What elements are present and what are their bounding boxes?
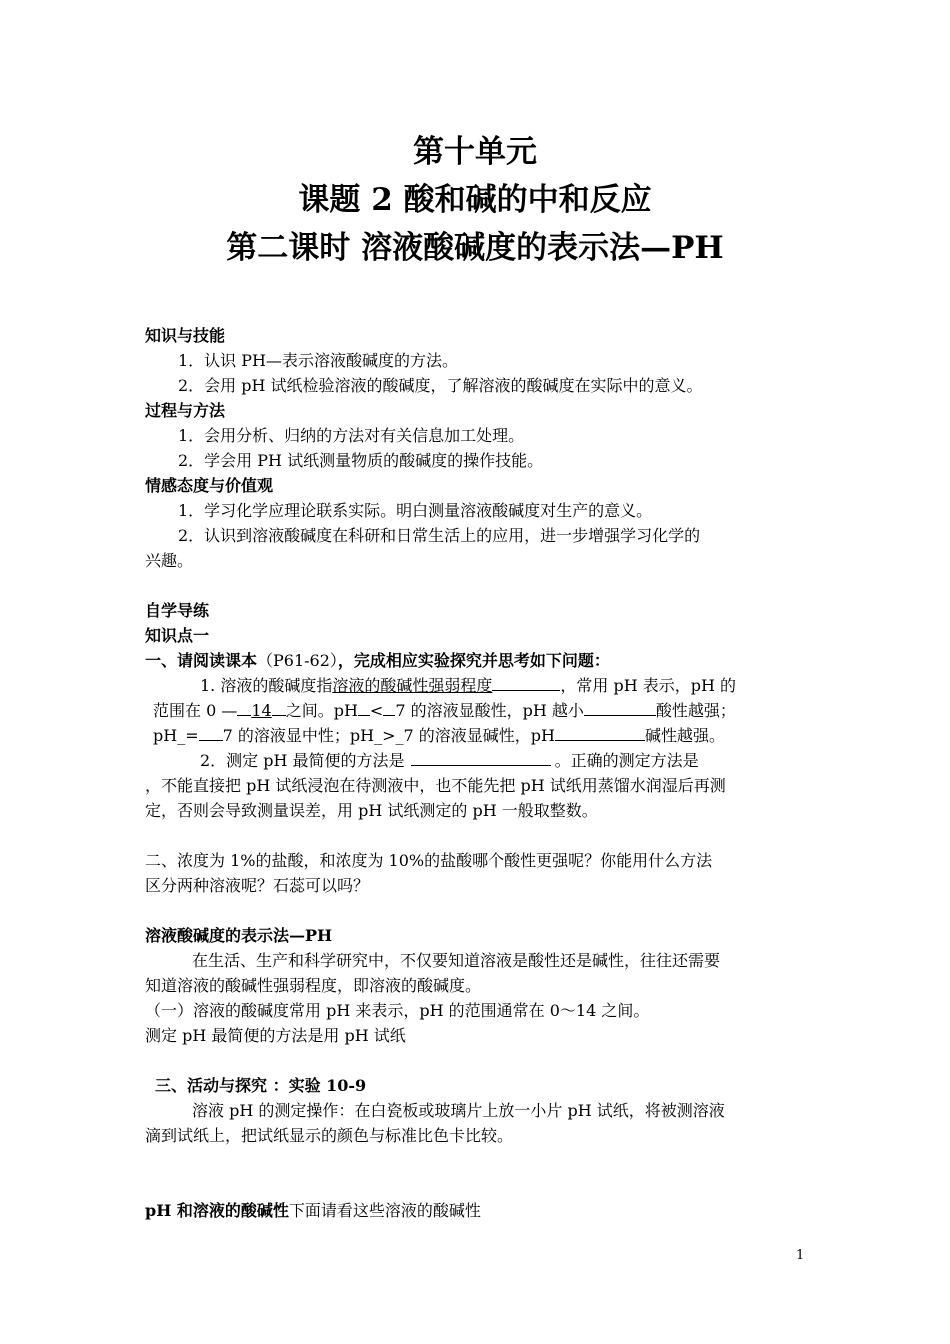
emotion-item-2-cont: 兴趣。 xyxy=(145,551,194,570)
q1-blank xyxy=(411,751,551,766)
page-number: 1 xyxy=(796,1248,805,1263)
knowledge-item-2: 2．会用 pH 试纸检验溶液的酸碱度，了解溶液的酸碱度在实际中的意义。 xyxy=(178,376,703,395)
ph-paragraph-2: （一）溶液的酸碱度常用 pH 来表示，pH 的范围通常在 0～14 之间。 xyxy=(145,1001,650,1020)
ph-paragraph-1-line-2: 知道溶液的酸碱性强弱程度，即溶液的酸碱度。 xyxy=(145,976,482,995)
emotion-item-2: 2．认识到溶液酸碱度在科研和日常生活上的应用，进一步增强学习化学的 xyxy=(178,526,701,545)
q1-text: 7 的溶液显碱性，pH xyxy=(403,726,555,745)
q1-text: ，常用 pH 表示，pH 的 xyxy=(560,676,737,695)
final-line-rest: 下面请看这些溶液的酸碱性 xyxy=(288,1201,481,1220)
activity-paragraph-line-2: 滴到试纸上，把试纸显示的颜色与标准比色卡比较。 xyxy=(145,1126,514,1145)
emotion-item-1: 1．学习化学应理论联系实际。明白测量溶液酸碱度对生产的意义。 xyxy=(178,501,653,520)
q1-text: 碱性越强。 xyxy=(644,726,725,745)
activity-heading: 三、活动与探究 ：实验 10-9 xyxy=(155,1076,367,1095)
q1-text: 范围在 0 — xyxy=(153,701,238,720)
ph-paragraph-3: 测定 pH 最简便的方法是用 pH 试纸 xyxy=(145,1026,406,1045)
process-heading: 过程与方法 xyxy=(145,401,226,420)
q1-text: 2．测定 pH 最简便的方法是 xyxy=(200,751,405,770)
q1-blank xyxy=(584,701,656,716)
ph-section-heading: 溶液酸碱度的表示法—PH xyxy=(145,926,333,945)
question-1-line-4 xyxy=(200,750,810,772)
question-2-line-2: 区分两种溶液呢？石蕊可以吗？ xyxy=(145,876,370,895)
q1-text: 1. 溶液的酸碱度指 xyxy=(200,676,333,695)
knowledge-heading: 知识与技能 xyxy=(145,326,226,345)
emotion-heading: 情感态度与价值观 xyxy=(145,476,274,495)
q1-blank xyxy=(492,676,560,691)
q1-blank xyxy=(237,701,251,716)
question-1-line-3 xyxy=(153,725,818,747)
knowledge-item-1: 1．认识 PH—表示溶液酸碱度的方法。 xyxy=(178,351,458,370)
q1-blank xyxy=(272,701,286,716)
q1-text: pH xyxy=(153,726,178,745)
question-1-heading-c: ，完成相应实验探究并思考如下问题： xyxy=(337,651,610,670)
final-line xyxy=(145,1200,810,1222)
q1-fill-answer: 溶液的酸碱性强弱程度 xyxy=(332,676,493,695)
knowledge-point-heading: 知识点一 xyxy=(145,626,210,645)
q1-blank xyxy=(555,726,645,741)
activity-paragraph-line-1: 溶液 pH 的测定操作：在白瓷板或玻璃片上放一小片 pH 试纸，将被测溶液 xyxy=(192,1101,725,1120)
q1-blank xyxy=(199,726,223,741)
q1-blank xyxy=(383,701,395,716)
question-1-line-6: 定，否则会导致测量误差，用 pH 试纸测定的 pH 一般取整数。 xyxy=(145,801,598,820)
question-1-line-2 xyxy=(153,700,818,722)
lesson-title: 课题 2 酸和碱的中和反应 xyxy=(298,182,652,218)
unit-title: 第十单元 xyxy=(413,134,537,170)
question-1-heading xyxy=(145,650,810,672)
q1-text: 7 的溶液显酸性，pH 越小 xyxy=(395,701,584,720)
process-item-1: 1．会用分析、归纳的方法对有关信息加工处理。 xyxy=(178,426,525,445)
session-title: 第二课时 溶液酸碱度的表示法—PH xyxy=(226,230,724,266)
question-1-line-5: ，不能直接把 pH 试纸浸泡在待测液中，也不能先把 pH 试纸用蒸馏水润湿后再测 xyxy=(145,776,726,795)
q1-text: 。正确的测定方法是 xyxy=(554,751,699,770)
question-2-line-1: 二、浓度为 1%的盐酸，和浓度为 10%的盐酸哪个酸性更强呢？你能用什么方法 xyxy=(145,851,713,870)
q1-text: 之间。pH xyxy=(285,701,358,720)
q1-fill-answer: _= xyxy=(177,726,199,745)
question-1-page-ref: （P61-62） xyxy=(257,651,338,670)
final-line-bold: pH 和溶液的酸碱性 xyxy=(145,1201,289,1220)
self-study-heading: 自学导练 xyxy=(145,601,210,620)
q1-blank xyxy=(358,701,370,716)
q1-text: 酸性越强； xyxy=(655,701,736,720)
q1-text: 7 的溶液显中性；pH xyxy=(222,726,375,745)
process-item-2: 2．学会用 PH 试纸测量物质的酸碱度的操作技能。 xyxy=(178,451,544,470)
q1-fill-answer: _>_ xyxy=(374,726,404,745)
question-1-line-1 xyxy=(200,675,810,697)
q1-fill-answer: < xyxy=(369,701,384,720)
ph-paragraph-1-line-1: 在生活、生产和科学研究中，不仅要知道溶液是酸性还是碱性，往往还需要 xyxy=(192,951,721,970)
question-1-heading-a: 一、请阅读课本 xyxy=(145,651,258,670)
q1-fill-answer: 14 xyxy=(251,701,272,720)
